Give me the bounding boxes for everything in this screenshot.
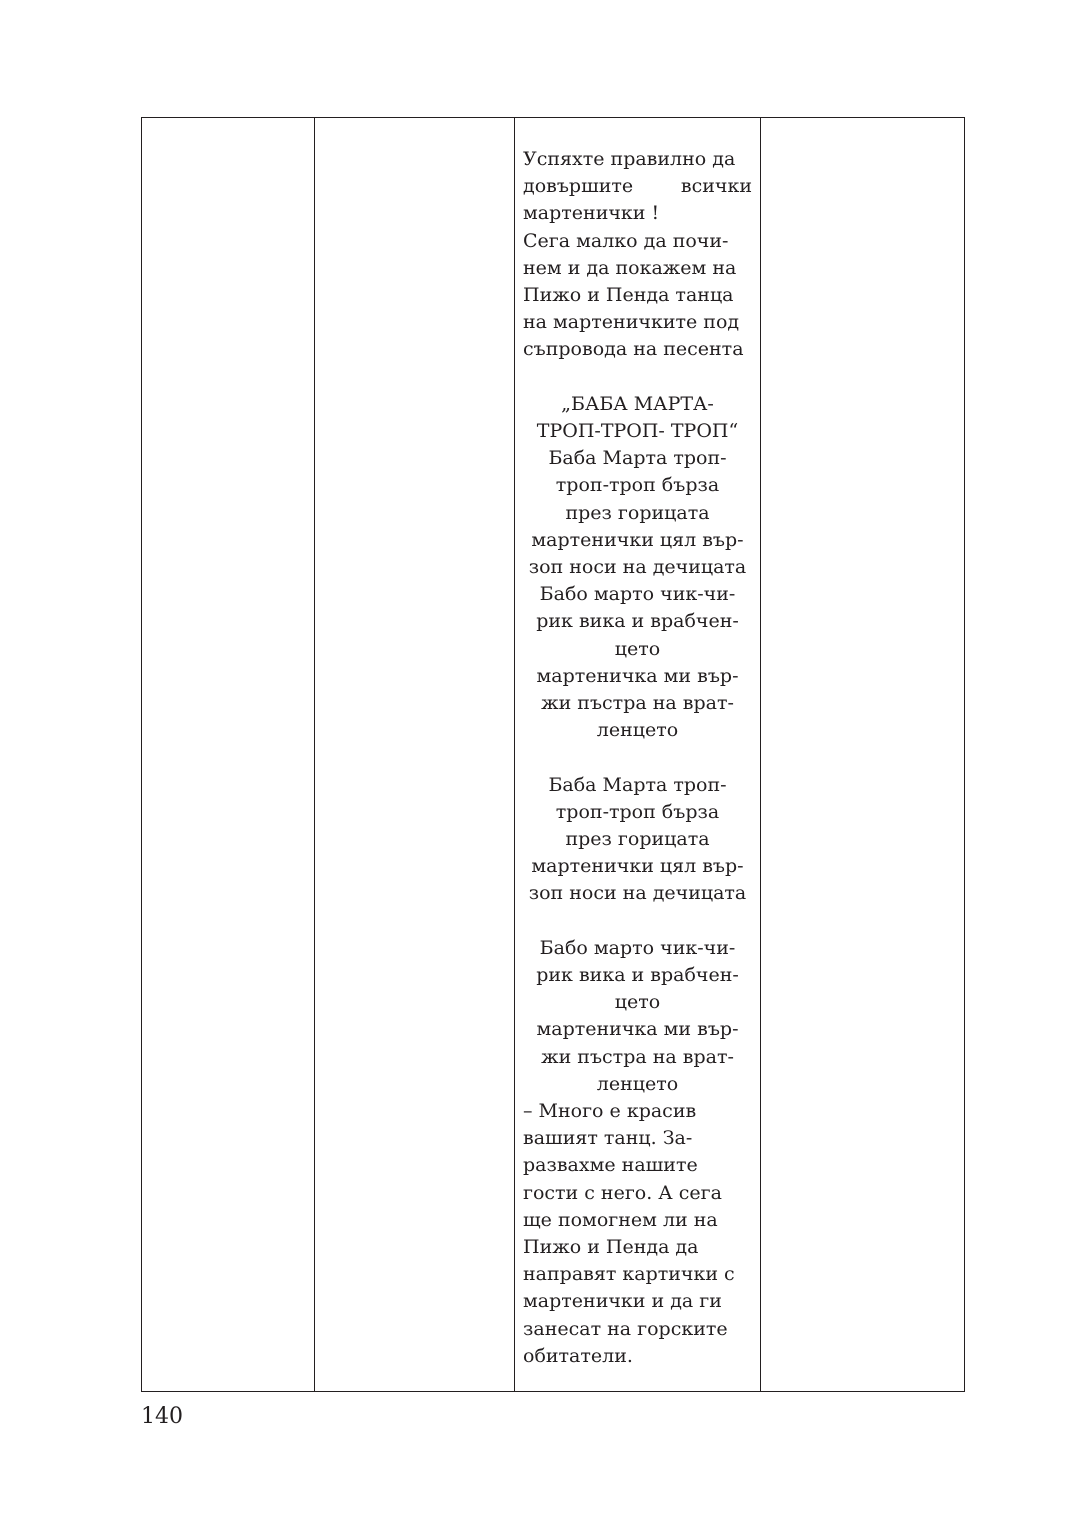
verse-line: мартенички цял вър- xyxy=(531,855,744,878)
verse-line: жи пъстра на врат- xyxy=(541,692,734,715)
text-line: вашият танц. За- xyxy=(523,1127,693,1150)
text-line: Пижо и Пенда танца xyxy=(523,284,734,307)
text-line: – Много е красив xyxy=(523,1100,697,1123)
text-line: мартенички ! xyxy=(523,202,660,225)
text-line: Успяхте правилно да xyxy=(523,148,736,170)
page-number: 140 xyxy=(141,1404,183,1429)
verse-line: Баба Марта троп- xyxy=(548,447,727,470)
text-line: Пижо и Пенда да xyxy=(523,1236,699,1259)
text-line: обитатели. xyxy=(523,1344,633,1367)
song-title-line: „БАБА МАРТА- xyxy=(561,392,714,415)
table-column-3 xyxy=(515,118,761,1391)
text-line: ще помогнем ли на xyxy=(523,1208,718,1231)
column-3-text xyxy=(523,146,752,1370)
verse-line: Бабо марто чик-чи- xyxy=(539,583,736,606)
table-column-2 xyxy=(315,118,515,1391)
verse-line: мартеничка ми вър- xyxy=(536,664,739,687)
table-column-4 xyxy=(761,118,964,1391)
song-title-line: ТРОП-ТРОП- ТРОП“ xyxy=(536,420,739,443)
verse-line: ленцето xyxy=(596,719,679,742)
text-line: на мартеничките под xyxy=(523,311,740,334)
text-line: съпровода на песента xyxy=(523,338,744,361)
verse-line: през горицата xyxy=(565,501,710,524)
table-column-1 xyxy=(142,118,315,1391)
lesson-table xyxy=(141,117,965,1392)
verse-line: ленцето xyxy=(596,1072,679,1095)
verse-line: Бабо марто чик-чи- xyxy=(539,936,736,959)
text-line: занесат на горските xyxy=(523,1317,728,1340)
verse-line: мартенички цял вър- xyxy=(531,528,744,551)
verse-line: рик вика и врабчен- xyxy=(536,964,739,987)
verse-line: троп-троп бърза xyxy=(555,800,720,823)
text-line: развахме нашите xyxy=(523,1154,698,1177)
verse-line: през горицата xyxy=(565,828,710,851)
verse-line: мартеничка ми вър- xyxy=(536,1018,739,1041)
text-line: Сега малко да почи- xyxy=(523,229,729,252)
verse-line: Баба Марта троп- xyxy=(548,773,727,796)
text-line: мартенички и да ги xyxy=(523,1290,722,1313)
text-line: довършите всички xyxy=(523,175,752,198)
verse-line: рик вика и врабчен- xyxy=(536,610,739,633)
text-line: гости с него. А сега xyxy=(523,1181,722,1204)
text-line: направят картички с xyxy=(523,1263,735,1286)
verse-line: цето xyxy=(614,991,661,1014)
text-line: нем и да покажем на xyxy=(523,256,737,279)
verse-line: троп-троп бърза xyxy=(555,474,720,497)
verse-line: цето xyxy=(614,637,661,660)
verse-line: зоп носи на дечицата xyxy=(528,882,747,905)
verse-line: зоп носи на дечицата xyxy=(528,556,747,579)
verse-line: жи пъстра на врат- xyxy=(541,1045,734,1068)
